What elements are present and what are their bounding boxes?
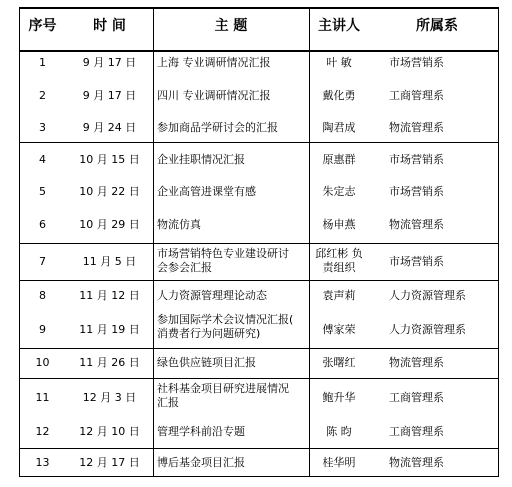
header-department: 所属系 [416,18,458,34]
column-divider-topic [153,7,154,477]
row-topic: 四川 专业调研情况汇报 [157,89,271,102]
row-department: 物流管理系 [389,456,444,469]
row-date: 12 月 17 日 [79,456,140,469]
row-department: 市场营销系 [389,153,444,166]
row-topic: 企业高管进课堂有感 [157,185,256,198]
row-number: 5 [39,185,46,198]
row-speaker: 傅家荣 [322,323,356,336]
row-date: 10 月 29 日 [79,218,140,231]
row-topic: 参加国际学术会议情况汇报( 消费者行为问题研究) [157,313,294,340]
row-number: 10 [35,356,50,369]
row-number: 2 [39,89,46,102]
row-department: 物流管理系 [389,356,444,369]
row-department: 市场营销系 [389,56,444,69]
row-department: 人力资源管理系 [389,289,466,302]
row-number: 4 [39,153,46,166]
row-date: 11 月 26 日 [79,356,140,369]
row-number: 13 [35,456,50,469]
row-speaker: 张曙红 [322,356,356,369]
row-department: 市场营销系 [389,185,444,198]
row-number: 8 [39,289,46,302]
row-divider [19,142,499,143]
row-divider [19,243,499,244]
row-department: 物流管理系 [389,218,444,231]
row-department: 工商管理系 [389,425,444,438]
row-speaker: 桂华明 [322,456,356,469]
row-number: 9 [39,323,46,336]
row-date: 9 月 24 日 [82,121,137,134]
header-number: 序号 [28,18,57,34]
row-speaker: 邱红彬 负责组织 [315,247,363,274]
row-date: 10 月 22 日 [79,185,140,198]
row-topic: 企业挂职情况汇报 [157,153,245,166]
row-speaker: 原惠群 [322,153,356,166]
row-speaker: 叶 敏 [326,56,352,69]
row-date: 11 月 5 日 [82,255,137,268]
row-topic: 市场营销特色专业建设研讨会参会汇报 [157,247,289,274]
row-number: 1 [39,56,46,69]
row-topic: 社科基金项目研究进展情况汇报 [157,382,289,409]
row-divider [19,378,499,379]
row-speaker: 杨申燕 [322,218,356,231]
row-speaker: 陶君成 [322,121,356,134]
row-speaker: 戴化勇 [322,89,356,102]
row-topic: 参加商品学研讨会的汇报 [157,121,278,134]
table-border-right [498,7,499,477]
row-topic: 博后基金项目汇报 [157,456,245,469]
row-number: 12 [35,425,50,438]
row-department: 工商管理系 [389,391,444,404]
row-date: 11 月 12 日 [79,289,140,302]
row-date: 9 月 17 日 [82,56,137,69]
row-date: 11 月 19 日 [79,323,140,336]
column-divider-speaker [309,7,310,477]
row-speaker: 陈 昀 [326,425,352,438]
table-border-top [19,7,499,9]
row-divider [19,448,499,449]
row-speaker: 朱定志 [322,185,356,198]
header-date: 时 间 [93,18,126,34]
row-divider [19,348,499,349]
row-department: 市场营销系 [389,255,444,268]
row-topic: 管理学科前沿专题 [157,425,245,438]
header-divider [19,50,499,52]
row-number: 7 [39,255,46,268]
row-number: 3 [39,121,46,134]
row-number: 11 [35,391,50,404]
header-topic: 主 题 [214,18,248,34]
row-department: 物流管理系 [389,121,444,134]
row-topic: 上海 专业调研情况汇报 [157,56,271,69]
seminar-schedule-table [19,7,499,477]
row-date: 9 月 17 日 [82,89,137,102]
row-topic: 物流仿真 [157,218,201,231]
row-date: 10 月 15 日 [79,153,140,166]
row-date: 12 月 10 日 [79,425,140,438]
table-border-left [19,7,20,477]
row-number: 6 [39,218,46,231]
table-border-bottom [19,476,499,477]
row-department: 人力资源管理系 [389,323,466,336]
row-date: 12 月 3 日 [82,391,137,404]
row-department: 工商管理系 [389,89,444,102]
row-topic: 人力资源管理理论动态 [157,289,267,302]
row-divider [19,280,499,281]
row-speaker: 袁声莉 [322,289,356,302]
header-speaker: 主讲人 [318,18,360,34]
row-topic: 绿色供应链项目汇报 [157,356,256,369]
row-speaker: 鲍升华 [322,391,356,404]
